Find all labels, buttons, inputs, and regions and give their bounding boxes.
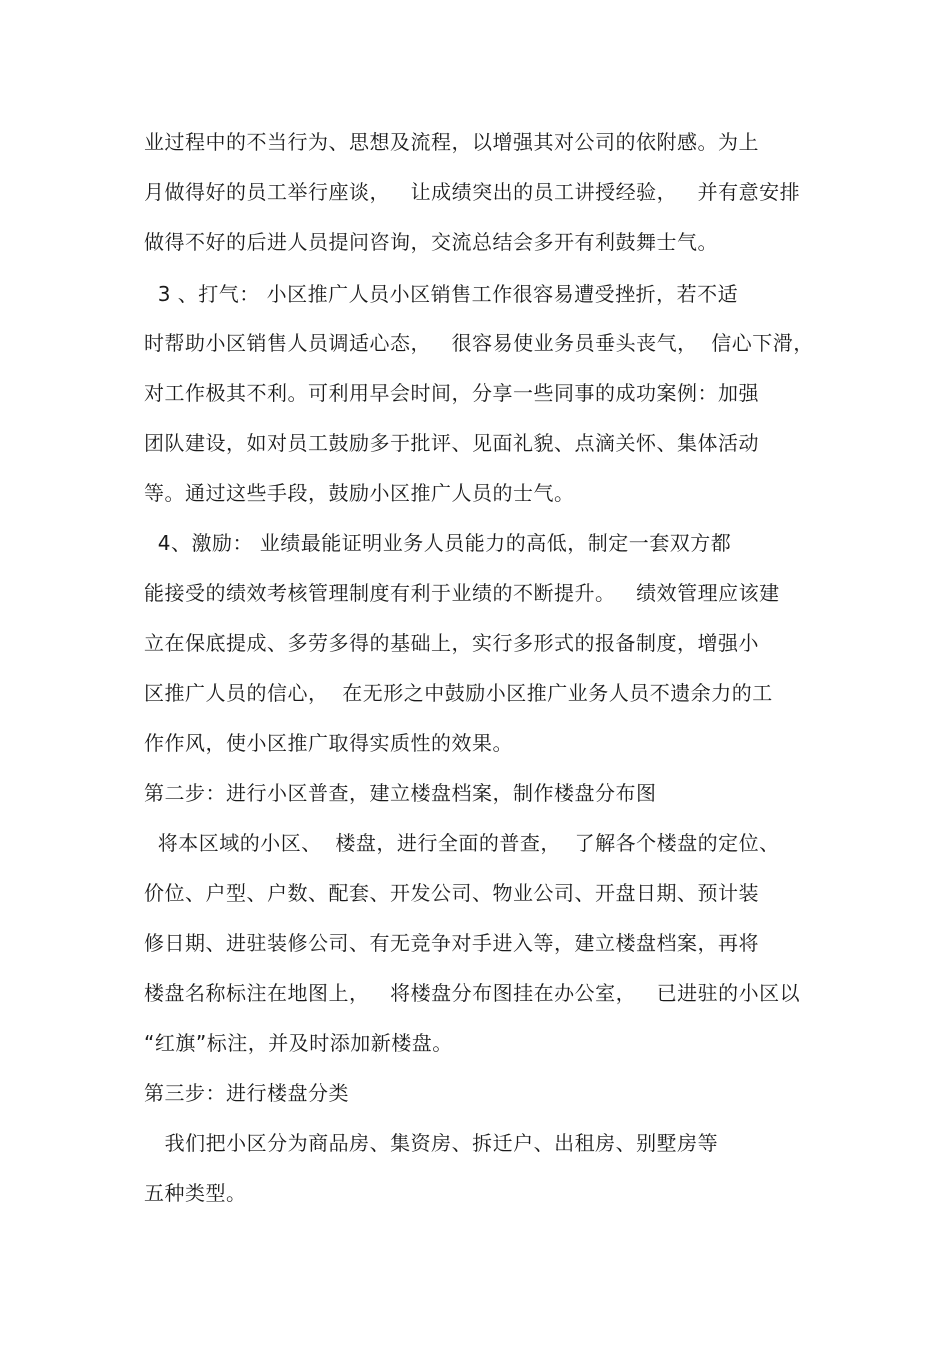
body-text-line: 月做得好的员工举行座谈， 让成绩突出的员工讲授经验， 并有意安排 — [144, 180, 801, 204]
body-text-line: 做得不好的后进人员提问咨询，交流总结会多开有利鼓舞士气。 — [144, 230, 718, 254]
section-heading: 第二步：进行小区普查，建立楼盘档案，制作楼盘分布图 — [144, 781, 657, 805]
body-text-line: 我们把小区分为商品房、集资房、拆迁户、出租房、别墅房等 — [144, 1131, 719, 1155]
body-text-line: 五种类型。 — [144, 1181, 247, 1205]
body-text-line: 修日期、进驻装修公司、有无竞争对手进入等，建立楼盘档案，再将 — [144, 931, 759, 955]
section-heading: 第三步：进行楼盘分类 — [144, 1081, 349, 1105]
body-text-line: 将本区域的小区、 楼盘，进行全面的普查， 了解各个楼盘的定位、 — [144, 831, 780, 855]
body-text-line: 价位、户型、户数、配套、开发公司、物业公司、开盘日期、预计装 — [144, 881, 759, 905]
body-text-line: 4、激励： 业绩最能证明业务人员能力的高低，制定一套双方都 — [144, 531, 732, 555]
body-text-line: 能接受的绩效考核管理制度有利于业绩的不断提升。 绩效管理应该建 — [144, 581, 780, 605]
body-text-line: 团队建设，如对员工鼓励多于批评、见面礼貌、点滴关怀、集体活动 — [144, 431, 759, 455]
body-text-line: 区推广人员的信心， 在无形之中鼓励小区推广业务人员不遗余力的工 — [144, 681, 773, 705]
body-text-line: 作作风，使小区推广取得实质性的效果。 — [144, 731, 513, 755]
body-text-line: 时帮助小区销售人员调适心态， 很容易使业务员垂头丧气， 信心下滑， — [144, 331, 814, 355]
body-text-line: “红旗”标注，并及时添加新楼盘。 — [144, 1031, 453, 1055]
body-text-line: 业过程中的不当行为、思想及流程，以增强其对公司的依附感。为上 — [144, 130, 759, 154]
body-text-line: 对工作极其不利。可利用早会时间，分享一些同事的成功案例：加强 — [144, 381, 759, 405]
body-text-line: 3 、打气： 小区推广人员小区销售工作很容易遭受挫折，若不适 — [144, 282, 739, 306]
body-text-line: 等。通过这些手段，鼓励小区推广人员的士气。 — [144, 481, 575, 505]
body-text-line: 楼盘名称标注在地图上， 将楼盘分布图挂在办公室， 已进驻的小区以 — [144, 981, 801, 1005]
body-text-line: 立在保底提成、多劳多得的基础上，实行多形式的报备制度，增强小 — [144, 631, 759, 655]
